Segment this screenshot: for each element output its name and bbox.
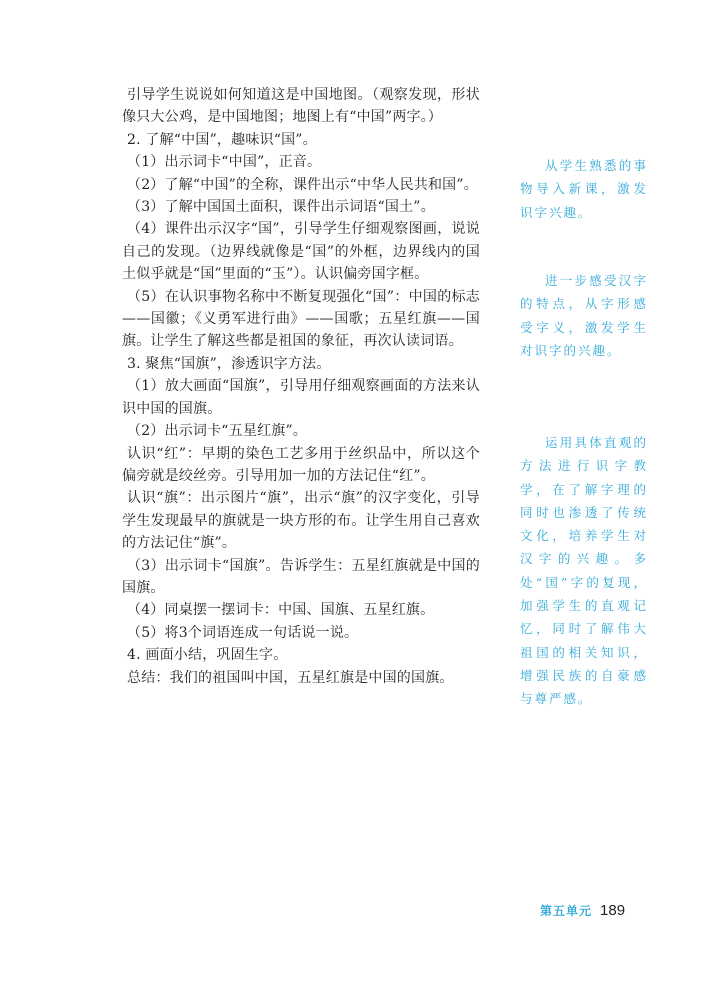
side-note: [520, 269, 648, 362]
side-note: [520, 431, 648, 711]
section-heading: 4. 画面小结，巩固生字。: [127, 647, 288, 664]
page-footer: [540, 902, 625, 919]
paragraph: （1）出示词卡“中国”，正音。: [127, 154, 322, 171]
paragraph: 认识“红”：早期的染色工艺多用于丝织品中，所以这个偏旁就是绞丝旁。引导用加一加的方法记住“红”。: [122, 445, 480, 484]
side-note-text: 从学生熟悉的事物导入新课，激发识字兴趣。: [520, 158, 648, 220]
paragraph: （4）同桌摆一摆词卡：中国、国旗、五星红旗。: [127, 602, 435, 619]
main-text: [122, 84, 480, 689]
paragraph: （2）出示词卡“五星红旗”。: [127, 423, 308, 440]
unit-label: 第五单元: [540, 904, 593, 918]
section-heading: 3. 聚焦“国旗”，渗透识字方法。: [127, 355, 331, 372]
paragraph: （4）课件出示汉字“国”，引导学生仔细观察图画，说说自己的发现。（边界线就像是“国”的外框，边界线内的国土似乎就是“国”里面的“玉”）。认识偏旁国字框。: [122, 221, 480, 283]
side-note: [520, 154, 648, 224]
paragraph: 认识“旗”：出示图片“旗”，出示“旗”的汉字变化，引导学生发现最早的旗就是一块方形的布。让学生用自己喜欢的方法记住“旗”。: [122, 490, 480, 552]
page-number: 189: [600, 902, 626, 919]
side-note-text: 运用具体直观的方法进行识字教学，在了解字理的同时也渗透了传统文化，培养学生对汉字的兴趣。多处“国”字的复现，加强学生的直观记忆，同时了解伟大祖国的相关知识，增强民族的自豪感与尊严感。: [520, 435, 648, 707]
paragraph: （3）了解中国国土面积，课件出示词语“国土”。: [127, 199, 435, 216]
paragraph: （1）放大画面“国旗”，引导用仔细观察画面的方法来认识中国的国旗。: [122, 378, 480, 417]
paragraph: （2）了解“中国”的全称，课件出示“中华人民共和国”。: [127, 176, 478, 193]
summary-paragraph: 总结：我们的祖国叫中国，五星红旗是中国的国旗。: [127, 669, 454, 686]
section-heading: 2. 了解“中国”，趣味识“国”。: [127, 131, 317, 148]
paragraph: （5）在认识事物名称中不断复现强化“国”：中国的标志——国徽；《义勇军进行曲》——国歌；五星红旗——国旗。让学生了解这些都是祖国的象征，再次认读词语。: [122, 288, 480, 350]
side-note-text: 进一步感受汉字的特点，从字形感受字义，激发学生对识字的兴趣。: [520, 273, 648, 358]
paragraph: （5）将3个词语连成一句话说一说。: [127, 624, 359, 641]
paragraph: 引导学生说说如何知道这是中国地图。（观察发现，形状像只大公鸡，是中国地图；地图上有“中国”两字。）: [122, 87, 480, 126]
paragraph: （3）出示词卡“国旗”。告诉学生：五星红旗就是中国的国旗。: [122, 557, 480, 596]
